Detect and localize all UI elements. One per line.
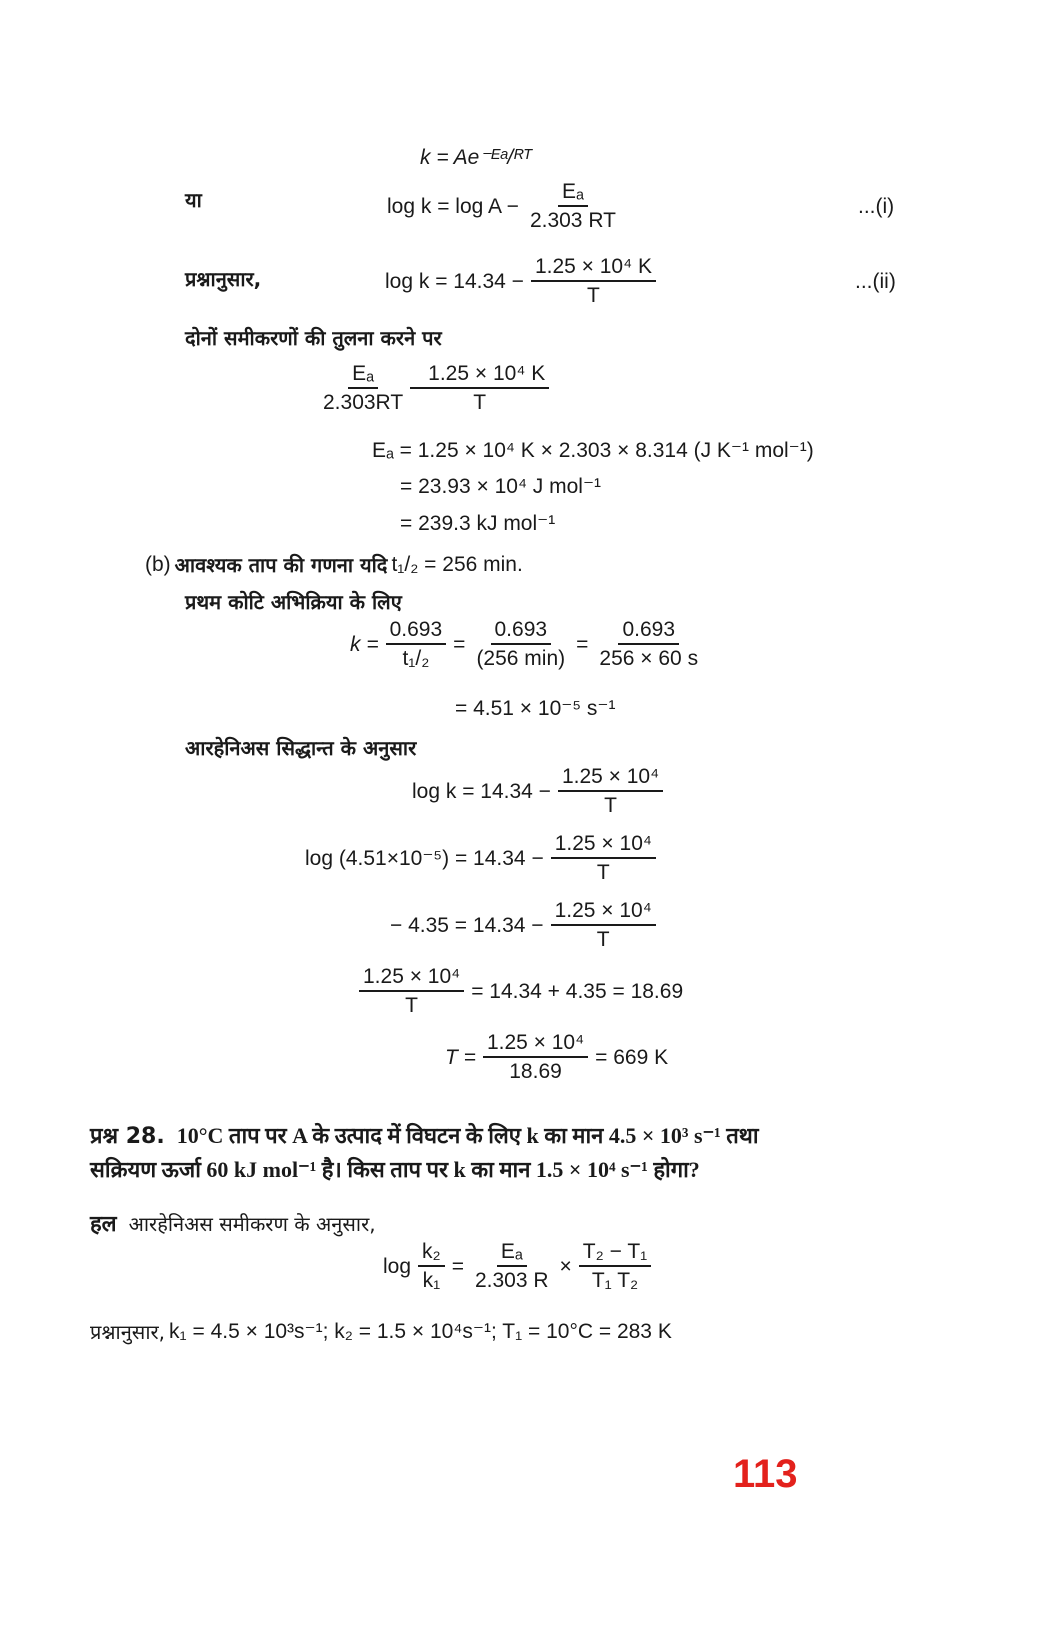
part-b-heading (145, 551, 523, 578)
fraction (359, 965, 464, 1018)
solution-heading (90, 1208, 376, 1238)
fraction (526, 180, 620, 233)
fraction (531, 255, 656, 308)
equation-k (350, 618, 705, 671)
rhs: = 669 K (595, 1045, 669, 1069)
equation-sum (356, 965, 683, 1018)
k-result: = 4.51 × 10⁻⁵ s⁻¹ (455, 697, 616, 720)
fraction (410, 362, 549, 415)
lhs: T = (445, 1045, 476, 1069)
numerator: 0.693 (386, 618, 447, 645)
denominator: T (405, 994, 418, 1017)
numerator: Eₐ (348, 362, 378, 389)
equation-i (387, 180, 623, 233)
page-number: 113 (733, 1452, 798, 1496)
ea-calc-line: = 239.3 kJ mol⁻¹ (400, 512, 556, 535)
question-label: प्रश्न 28. (90, 1124, 165, 1149)
equation-text: k = Ae⁻ᴱᵃ/ᴿᵀ (420, 146, 532, 169)
given-values (90, 1318, 672, 1345)
equation-t-result (445, 1031, 668, 1084)
ya-label: या (185, 188, 202, 212)
compare-text: दोनों समीकरणों की तुलना करने पर (185, 326, 442, 350)
denominator: 18.69 (509, 1060, 562, 1083)
fraction (551, 832, 656, 885)
prashnanusar-label: प्रश्नानुसार, (185, 267, 262, 291)
ea-calc-line: Eₐ = 1.25 × 10⁴ K × 2.303 × 8.314 (J K⁻¹ mol⁻¹) (372, 439, 814, 462)
equals: = (453, 632, 466, 656)
rhs: = 14.34 + 4.35 = 18.69 (471, 979, 684, 1003)
arrhenius-equation (420, 145, 531, 170)
equation-tag-i: ...(i) (858, 195, 895, 218)
denominator: 2.303 R (474, 1269, 549, 1292)
fraction (551, 899, 656, 952)
lhs: − 4.35 = 14.34 − (390, 913, 544, 937)
denominator: T (604, 794, 617, 817)
fraction (418, 1240, 445, 1293)
lhs: log k = 14.34 − (385, 269, 524, 293)
equation-tag-ii: ...(ii) (855, 270, 896, 293)
lhs: k = (350, 632, 379, 656)
equation-compare (316, 362, 552, 415)
part-text: आवश्यक ताप की गणना यदि (174, 553, 388, 577)
fraction (472, 618, 569, 671)
numerator: 0.693 (491, 618, 552, 645)
times: × (559, 1254, 572, 1278)
numerator: 1.25 × 10⁴ K (410, 362, 549, 389)
equation-ii (385, 255, 659, 308)
numerator: 1.25 × 10⁴ (359, 965, 464, 992)
fraction (386, 618, 447, 671)
given-text: k₁ = 4.5 × 10³s⁻¹; k₂ = 1.5 × 10⁴s⁻¹; T₁ = 10°C = 283 K (169, 1320, 672, 1343)
numerator: 1.25 × 10⁴ (551, 832, 656, 859)
denominator: T (596, 928, 610, 951)
question-28-line2: सक्रियण ऊर्जा 60 kJ mol⁻¹ है। किस ताप पर k का मान 1.5 × 10⁴ s⁻¹ होगा? (90, 1157, 700, 1182)
first-order-text: प्रथम कोटि अभिक्रिया के लिए (185, 590, 402, 614)
numerator: 1.25 × 10⁴ (551, 899, 656, 926)
denominator: T₁ T₂ (591, 1269, 639, 1292)
denominator: 2.303 RT (529, 209, 616, 232)
part-label: (b) (145, 552, 171, 576)
fraction (319, 362, 407, 415)
part-math: t₁/₂ = 256 min. (391, 552, 523, 576)
fraction (579, 1240, 651, 1293)
equals: = (451, 1254, 464, 1278)
numerator: 0.693 (618, 618, 679, 645)
arrhenius-text: आरहेनिअस सिद्धान्त के अनुसार (185, 736, 417, 760)
solution-text: आरहेनिअस समीकरण के अनुसार, (128, 1211, 376, 1236)
denominator: 256 × 60 s (599, 647, 699, 670)
numerator: 1.25 × 10⁴ (483, 1031, 588, 1058)
lhs: log k = 14.34 − (412, 779, 551, 803)
solution-label: हल (90, 1212, 117, 1237)
equation-log-k (412, 765, 666, 818)
denominator: t₁/₂ (402, 647, 430, 670)
denominator: T (473, 391, 487, 414)
denominator: T (587, 284, 600, 307)
question-28-line1 (90, 1120, 759, 1150)
ea-calc-line: = 23.93 × 10⁴ J mol⁻¹ (400, 475, 602, 498)
equation-minus-435 (390, 899, 659, 952)
numerator: 1.25 × 10⁴ K (531, 255, 656, 282)
fraction (595, 618, 702, 671)
fraction (558, 765, 663, 818)
equals: = (576, 632, 589, 656)
denominator: (256 min) (476, 647, 566, 670)
denominator: 2.303RT (323, 391, 404, 414)
fraction (483, 1031, 588, 1084)
equation-log-value (305, 832, 659, 885)
numerator: Eₐ (497, 1240, 527, 1267)
equation-two-temps (383, 1240, 654, 1293)
numerator: T₂ − T₁ (579, 1240, 651, 1267)
lhs: log k = log A − (387, 194, 519, 218)
question-text: 10°C ताप पर A के उत्पाद में विघटन के लिए k का मान 4.5 × 10³ s⁻¹ तथा (176, 1123, 759, 1148)
lhs: log (4.51×10⁻⁵) = 14.34 − (305, 847, 544, 870)
numerator: Eₐ (558, 180, 588, 207)
denominator: k₁ (422, 1269, 441, 1292)
numerator: 1.25 × 10⁴ (558, 765, 663, 792)
given-label: प्रश्नानुसार, (90, 1320, 166, 1344)
denominator: T (596, 861, 610, 884)
fraction (471, 1240, 553, 1293)
numerator: k₂ (418, 1240, 445, 1267)
lhs: log (383, 1254, 412, 1278)
